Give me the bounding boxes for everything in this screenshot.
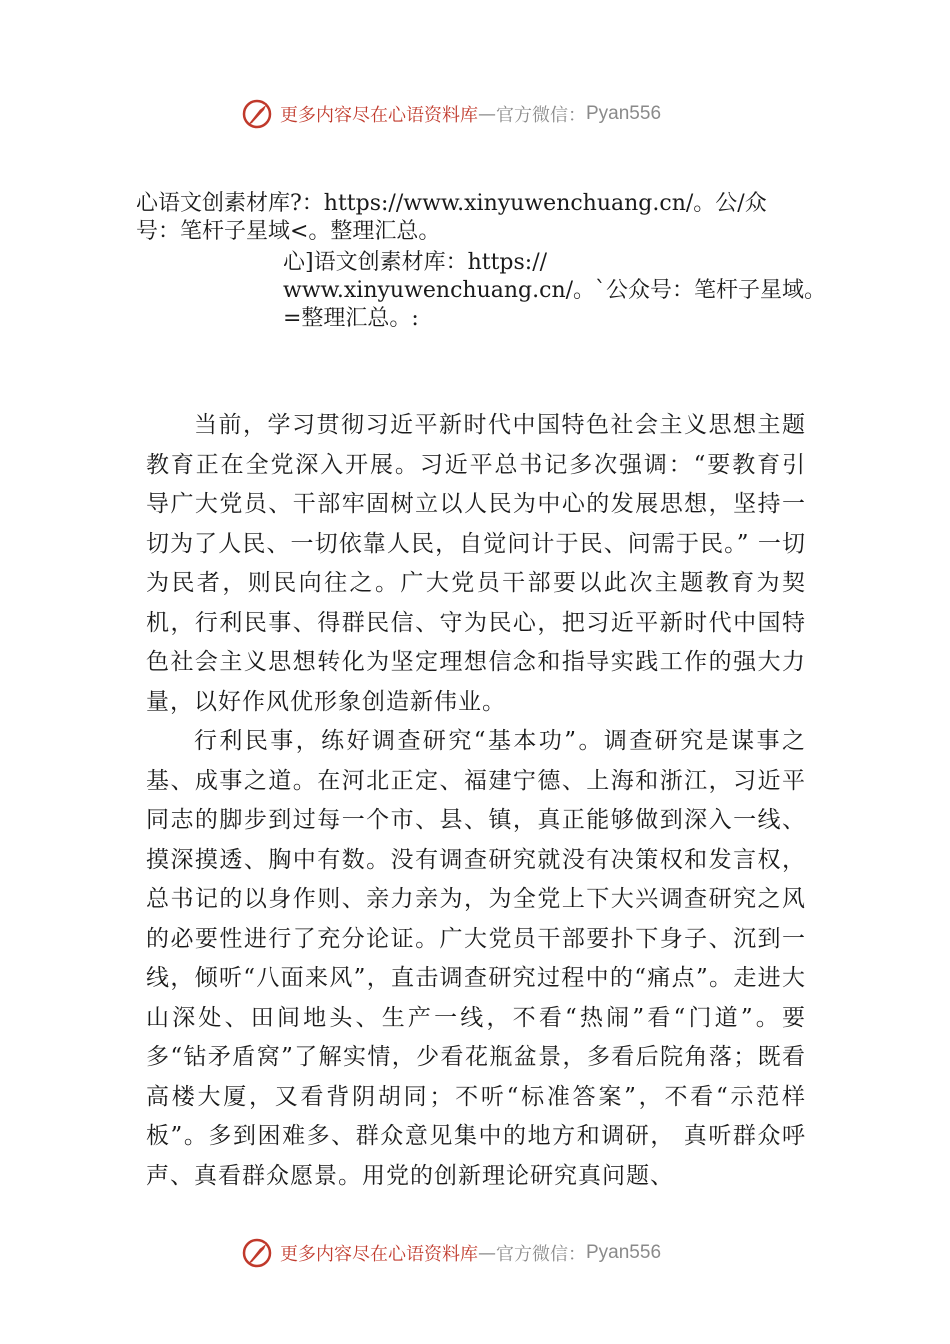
source-note-line: www.xinyuwenchuang.cn/。`公众号：笔杆子星域。 — [283, 278, 827, 303]
source-note-2 — [283, 249, 863, 333]
watermark-brand: 更多内容尽在心语资料库 — [280, 1244, 478, 1265]
watermark-brand: 更多内容尽在心语资料库 — [280, 105, 478, 126]
source-note-line: 心语文创素材库?：https://www.xinyuwenchuang.cn/。公/众 — [136, 191, 767, 216]
source-note-line: 号：笔杆子星域<。整理汇总。 — [136, 219, 441, 244]
source-note-line: =整理汇总。: — [283, 306, 419, 331]
source-note-1 — [136, 190, 836, 246]
body-paragraph: 行利民事，练好调查研究“基本功”。调查研究是谋事之基、成事之道。在河北正定、福建宁德、上海和浙江，习近平同志的脚步到过每一个市、县、镇，真正能够做到深入一线、摸深摸透、胸中有数。没有调查研究就没有决策权和发言权，总书记的以身作则、亲力亲为，为全党上下大兴调查研究之风的必要性进行了充分论证。广大党员干部要扑下身子、沉到一线，倾听“八面来风”，直击调查研究过程中的“痛点”。走进大山深处、田间地头、生产一线，不看“热闹”看“门道”。要多“钻矛盾窝”了解实情，少看花瓶盆景，多看后院角落；既看高楼大厦，又看背阴胡同；不听“标准答案”，不看“示范样板”。多到困难多、群众意见集中的地方和调研， 真听群众呼声、真看群众愿景。用党的创新理论研究真问题、 — [146, 728, 806, 1189]
footer-watermark — [240, 1235, 661, 1271]
watermark-label: 官方微信： — [496, 1244, 586, 1265]
watermark-wechat-id: Pyan556 — [586, 103, 662, 124]
body-paragraph: 当前，学习贯彻习近平新时代中国特色社会主义思想主题教育正在全党深入开展。习近平总书记多次强调：“要教育引导广大党员、干部牢固树立以人民为中心的发展思想，坚持一切为了人民、一切依靠人民，自觉问计于民、问需于民。” 一切为民者，则民向往之。广大党员干部要以此次主题教育为契机，行利民事、得群民信、守为民心，把习近平新时代中国特色社会主义思想转化为坚定理想信念和指导实践工作的强大力量，以好作风优形象创造新伟业。 — [146, 412, 806, 715]
source-note-line: 心]语文创素材库：https:// — [283, 250, 548, 275]
watermark-dash: — — [478, 1242, 496, 1264]
watermark-label: 官方微信： — [496, 105, 586, 126]
article-body — [146, 406, 806, 1196]
header-watermark — [240, 96, 661, 132]
watermark-wechat-id: Pyan556 — [586, 1242, 662, 1263]
watermark-dash: — — [478, 103, 496, 125]
quill-pen-logo-icon — [240, 1236, 274, 1270]
quill-pen-logo-icon — [240, 97, 274, 131]
